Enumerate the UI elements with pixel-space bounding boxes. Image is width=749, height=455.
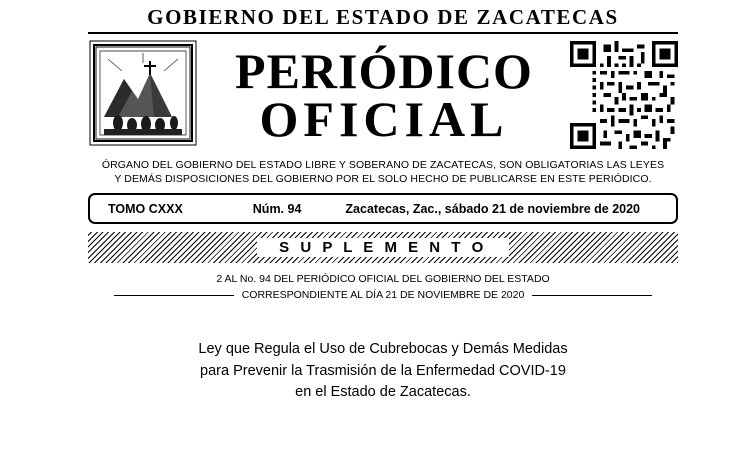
issue-info-box — [88, 193, 678, 224]
qr-code-icon — [570, 41, 678, 149]
organ-description — [88, 158, 678, 186]
supplement-reference-line-1: 2 AL No. 94 DEL PERIÓDICO OFICIAL DEL GOBIERNO DEL ESTADO — [216, 273, 550, 286]
zacatecas-coat-of-arms-icon — [88, 39, 198, 147]
gazette-title-line-2: OFICIAL — [259, 91, 509, 148]
organ-line-1: ÓRGANO DEL GOBIERNO DEL ESTADO LIBRE Y SOBERANO DE ZACATECAS, SON OBLIGATORIAS LAS LEYES — [101, 159, 665, 172]
supplement-band-label: S U P L E M E N T O — [257, 238, 509, 257]
issue-tomo: TOMO CXXX — [108, 201, 183, 216]
masthead-divider — [88, 32, 678, 34]
government-title: GOBIERNO DEL ESTADO DE ZACATECAS — [147, 5, 619, 29]
masthead — [88, 37, 678, 153]
document-title — [88, 339, 678, 404]
gazette-title — [198, 37, 570, 153]
supplement-reference — [88, 272, 678, 302]
issue-date: Zacatecas, Zac., sábado 21 de noviembre de 2020 — [345, 201, 641, 216]
document-title-line-1: Ley que Regula el Uso de Cubrebocas y Demás Medidas — [198, 340, 568, 357]
issue-number: Núm. 94 — [252, 201, 302, 216]
organ-line-2: Y DEMÁS DISPOSICIONES DEL GOBIERNO POR EL SOLO HECHO DE PUBLICARSE EN ESTE PERIÓDICO. — [114, 173, 652, 186]
supplement-band — [88, 232, 678, 263]
rule-left — [114, 295, 234, 296]
document-title-line-3: en el Estado de Zacatecas. — [295, 384, 471, 401]
gazette-cover — [88, 6, 678, 404]
rule-right — [532, 295, 652, 296]
document-title-line-2: para Prevenir la Trasmisión de la Enfermedad COVID-19 — [200, 362, 566, 379]
supplement-reference-line-2: CORRESPONDIENTE AL DÍA 21 DE NOVIEMBRE DE 2020 — [241, 288, 525, 301]
gazette-title-line-1: PERIÓDICO — [235, 43, 533, 100]
